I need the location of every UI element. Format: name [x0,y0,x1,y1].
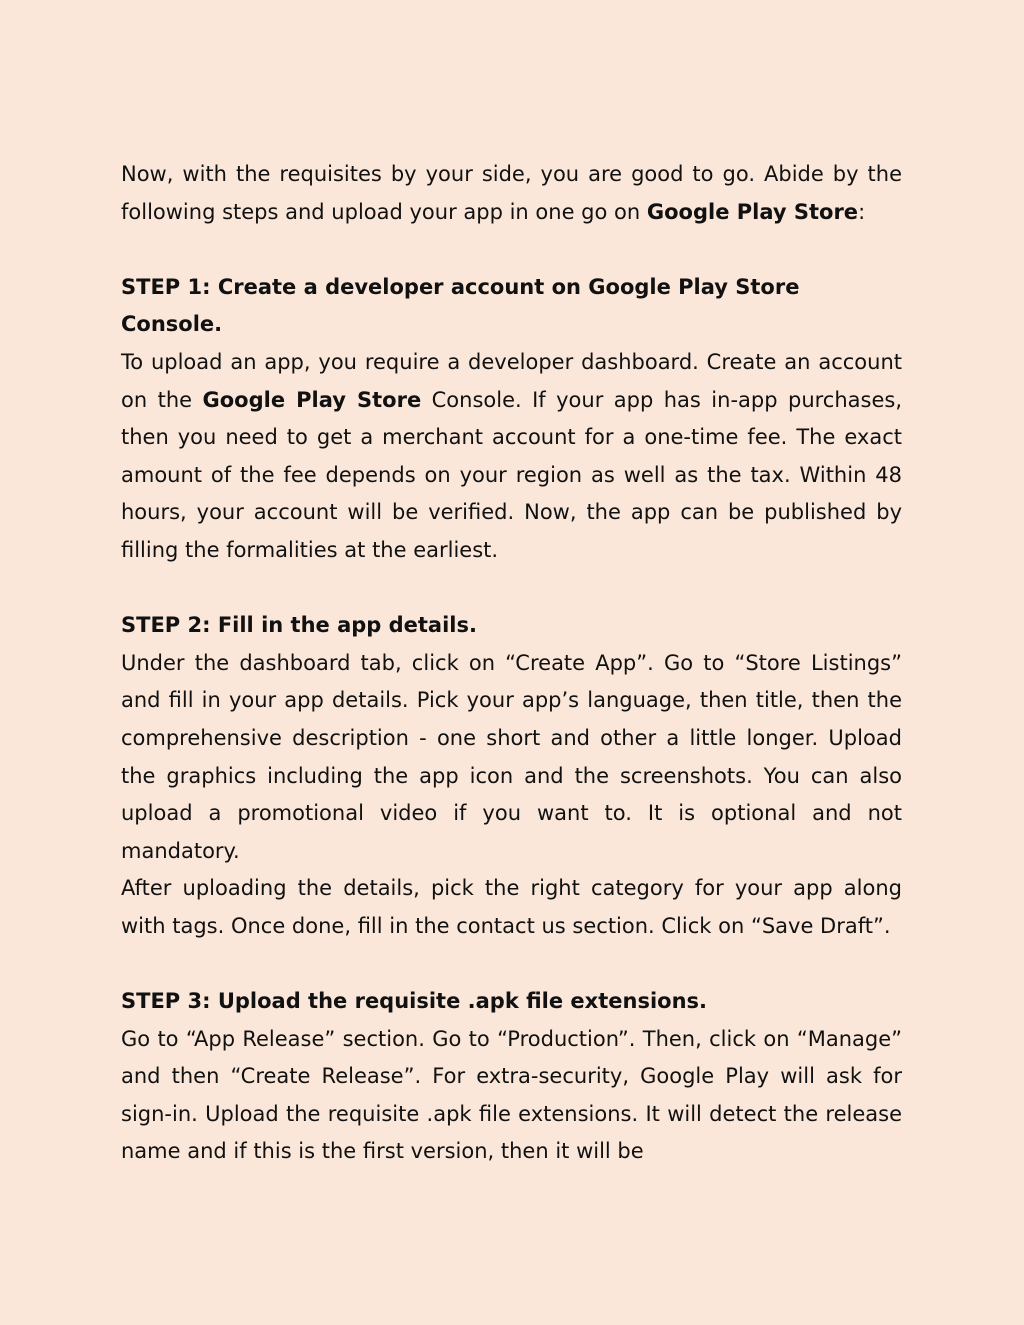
step1-heading: STEP 1: Create a developer account on Google Play Store Console. [121,274,800,337]
intro-text: Now, with the requisites by your side, you are good to go. Abide by the following steps and upload your app in one go on [121,162,902,224]
intro-colon: : [858,199,866,224]
step1-text-start: To upload an app, you require a developer dashboard. Create an account on the [121,349,902,412]
step1-bold-google-play-store: Google Play Store [202,387,422,412]
spacer [121,945,902,983]
step1-text-end: Console. If your app has in-app purchases, then you need to get a merchant account for a one-time fee. The exact amount of the fee depends on your region as well as the tax. Within 48 hours, your account will be verified. Now, the app can be published by filling the formalities at the earliest. [121,387,902,562]
intro-bold-google-play-store: Google Play Store [646,199,859,224]
spacer [121,570,902,608]
document-body [121,156,902,1171]
step2-paragraph-1: Under the dashboard tab, click on “Create App”. Go to “Store Listings” and fill in your app details. Pick your app’s language, then title, then the comprehensive description - one short and other a little longer. Upload the graphics including the app icon and the screenshots. You can also upload a promotional video if you want to. It is optional and not mandatory. [121,650,902,863]
step1-paragraph [121,344,902,570]
step2-paragraph-2: After uploading the details, pick the right category for your app along with tags. Once done, fill in the contact us section. Click on “Save Draft”. [121,876,902,938]
step3-heading: STEP 3: Upload the requisite .apk file extensions. [121,989,708,1014]
spacer [121,231,902,269]
step3-paragraph-1: Go to “App Release” section. Go to “Production”. Then, click on “Manage” and then “Create Release”. For extra-security, Google Play will ask for sign-in. Upload the requisite .apk file extensions. It will detect the release name and if this is the first version, then it will be [121,1026,902,1164]
intro-paragraph [121,156,902,231]
step2-heading: STEP 2: Fill in the app details. [121,613,477,638]
